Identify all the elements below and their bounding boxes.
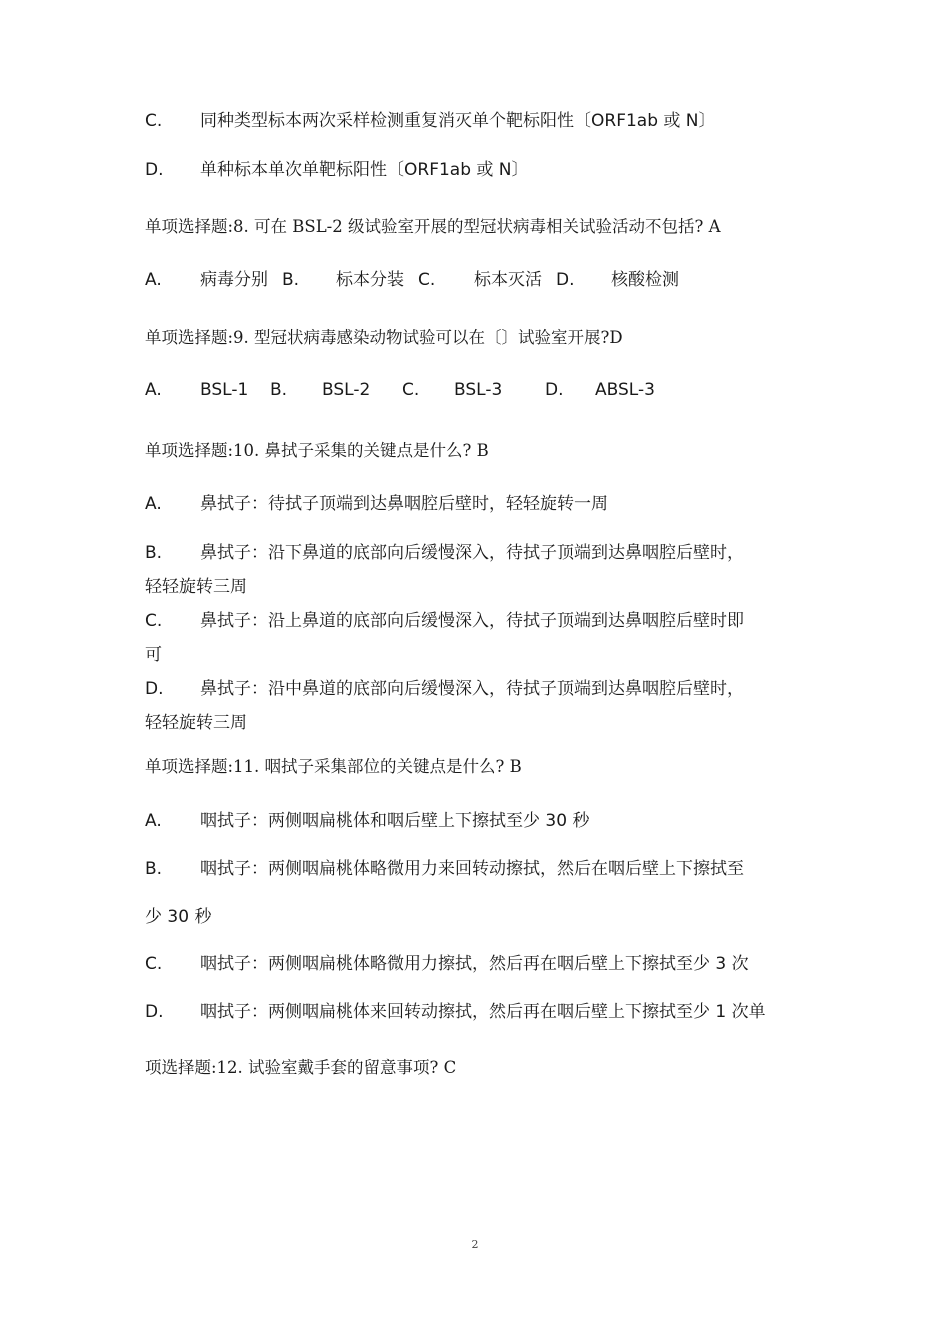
option-text: 鼻拭子：待拭子顶端到达鼻咽腔后壁时，轻轻旋转一周 <box>200 494 608 514</box>
option-text: BSL-1 <box>200 380 249 400</box>
option-d-continuation: 轻轻旋转三周 <box>145 713 247 733</box>
option-d-line <box>145 159 529 181</box>
question-11: 单项选择题:11. 咽拭子采集部位的关键点是什么? B <box>145 757 522 776</box>
option-c-line <box>145 953 749 975</box>
option-label: B. <box>282 270 300 290</box>
option-text: 单种标本单次单靶标阳性〔ORF1ab 或 N〕 <box>200 160 529 180</box>
option-label: A. <box>145 270 162 290</box>
option-b-line <box>145 542 744 564</box>
option-text: 鼻拭子：沿上鼻道的底部向后缓慢深入，待拭子顶端到达鼻咽腔后壁时即 <box>200 611 744 631</box>
option-label: C. <box>418 270 436 290</box>
option-text: 标本灭活 <box>474 270 542 290</box>
option-text: 咽拭子：两侧咽扁桃体略微用力擦拭，然后再在咽后壁上下擦拭至少 3 次 <box>200 954 749 974</box>
question-8: 单项选择题:8. 可在 BSL-2 级试验室开展的型冠状病毒相关试验活动不包括? A <box>145 217 721 236</box>
option-text: 鼻拭子：沿中鼻道的底部向后缓慢深入，待拭子顶端到达鼻咽腔后壁时， <box>200 679 744 699</box>
option-label: A. <box>145 811 162 831</box>
question-9-options <box>145 379 655 401</box>
option-label: B. <box>270 380 288 400</box>
option-label: C. <box>402 380 420 400</box>
option-b-line <box>145 858 744 880</box>
option-c-continuation: 可 <box>145 645 162 665</box>
option-text: ABSL-3 <box>595 380 655 400</box>
option-text: 核酸检测 <box>611 270 679 290</box>
option-label: C. <box>145 111 163 131</box>
page-number: 2 <box>471 1238 479 1251</box>
option-label: A. <box>145 494 162 514</box>
option-label: A. <box>145 380 162 400</box>
option-label: D. <box>145 679 164 699</box>
option-a-line <box>145 810 589 832</box>
option-label: D. <box>556 270 575 290</box>
option-text: 病毒分别 <box>200 270 268 290</box>
option-text: 鼻拭子：沿下鼻道的底部向后缓慢深入，待拭子顶端到达鼻咽腔后壁时， <box>200 543 744 563</box>
option-text: 咽拭子：两侧咽扁桃体和咽后壁上下擦拭至少 30 秒 <box>200 811 590 831</box>
option-d-line <box>145 1001 766 1023</box>
option-text: BSL-2 <box>322 380 371 400</box>
option-label: C. <box>145 954 163 974</box>
option-label: C. <box>145 611 163 631</box>
question-12: 项选择题:12. 试验室戴手套的留意事项? C <box>145 1058 457 1077</box>
option-text: 咽拭子：两侧咽扁桃体略微用力来回转动擦拭，然后在咽后壁上下擦拭至 <box>200 859 744 879</box>
question-8-options <box>145 269 679 291</box>
option-b-continuation: 少 30 秒 <box>145 907 212 927</box>
option-text: BSL-3 <box>454 380 503 400</box>
option-text: 标本分装 <box>336 270 404 290</box>
option-label: D. <box>145 160 164 180</box>
option-c-line <box>145 610 744 632</box>
option-label: D. <box>545 380 564 400</box>
option-text: 同种类型标本两次采样检测重复消灭单个靶标阳性〔ORF1ab 或 N〕 <box>200 111 716 131</box>
option-text: 咽拭子：两侧咽扁桃体来回转动擦拭，然后再在咽后壁上下擦拭至少 1 次单 <box>200 1002 766 1022</box>
question-9: 单项选择题:9. 型冠状病毒感染动物试验可以在〔〕试验室开展?D <box>145 328 623 347</box>
option-d-line <box>145 678 744 700</box>
option-label: B. <box>145 543 163 563</box>
option-c-line <box>145 110 716 132</box>
question-10: 单项选择题:10. 鼻拭子采集的关键点是什么? B <box>145 441 489 460</box>
option-label: D. <box>145 1002 164 1022</box>
option-a-line <box>145 493 608 515</box>
option-b-continuation: 轻轻旋转三周 <box>145 577 247 597</box>
option-label: B. <box>145 859 163 879</box>
